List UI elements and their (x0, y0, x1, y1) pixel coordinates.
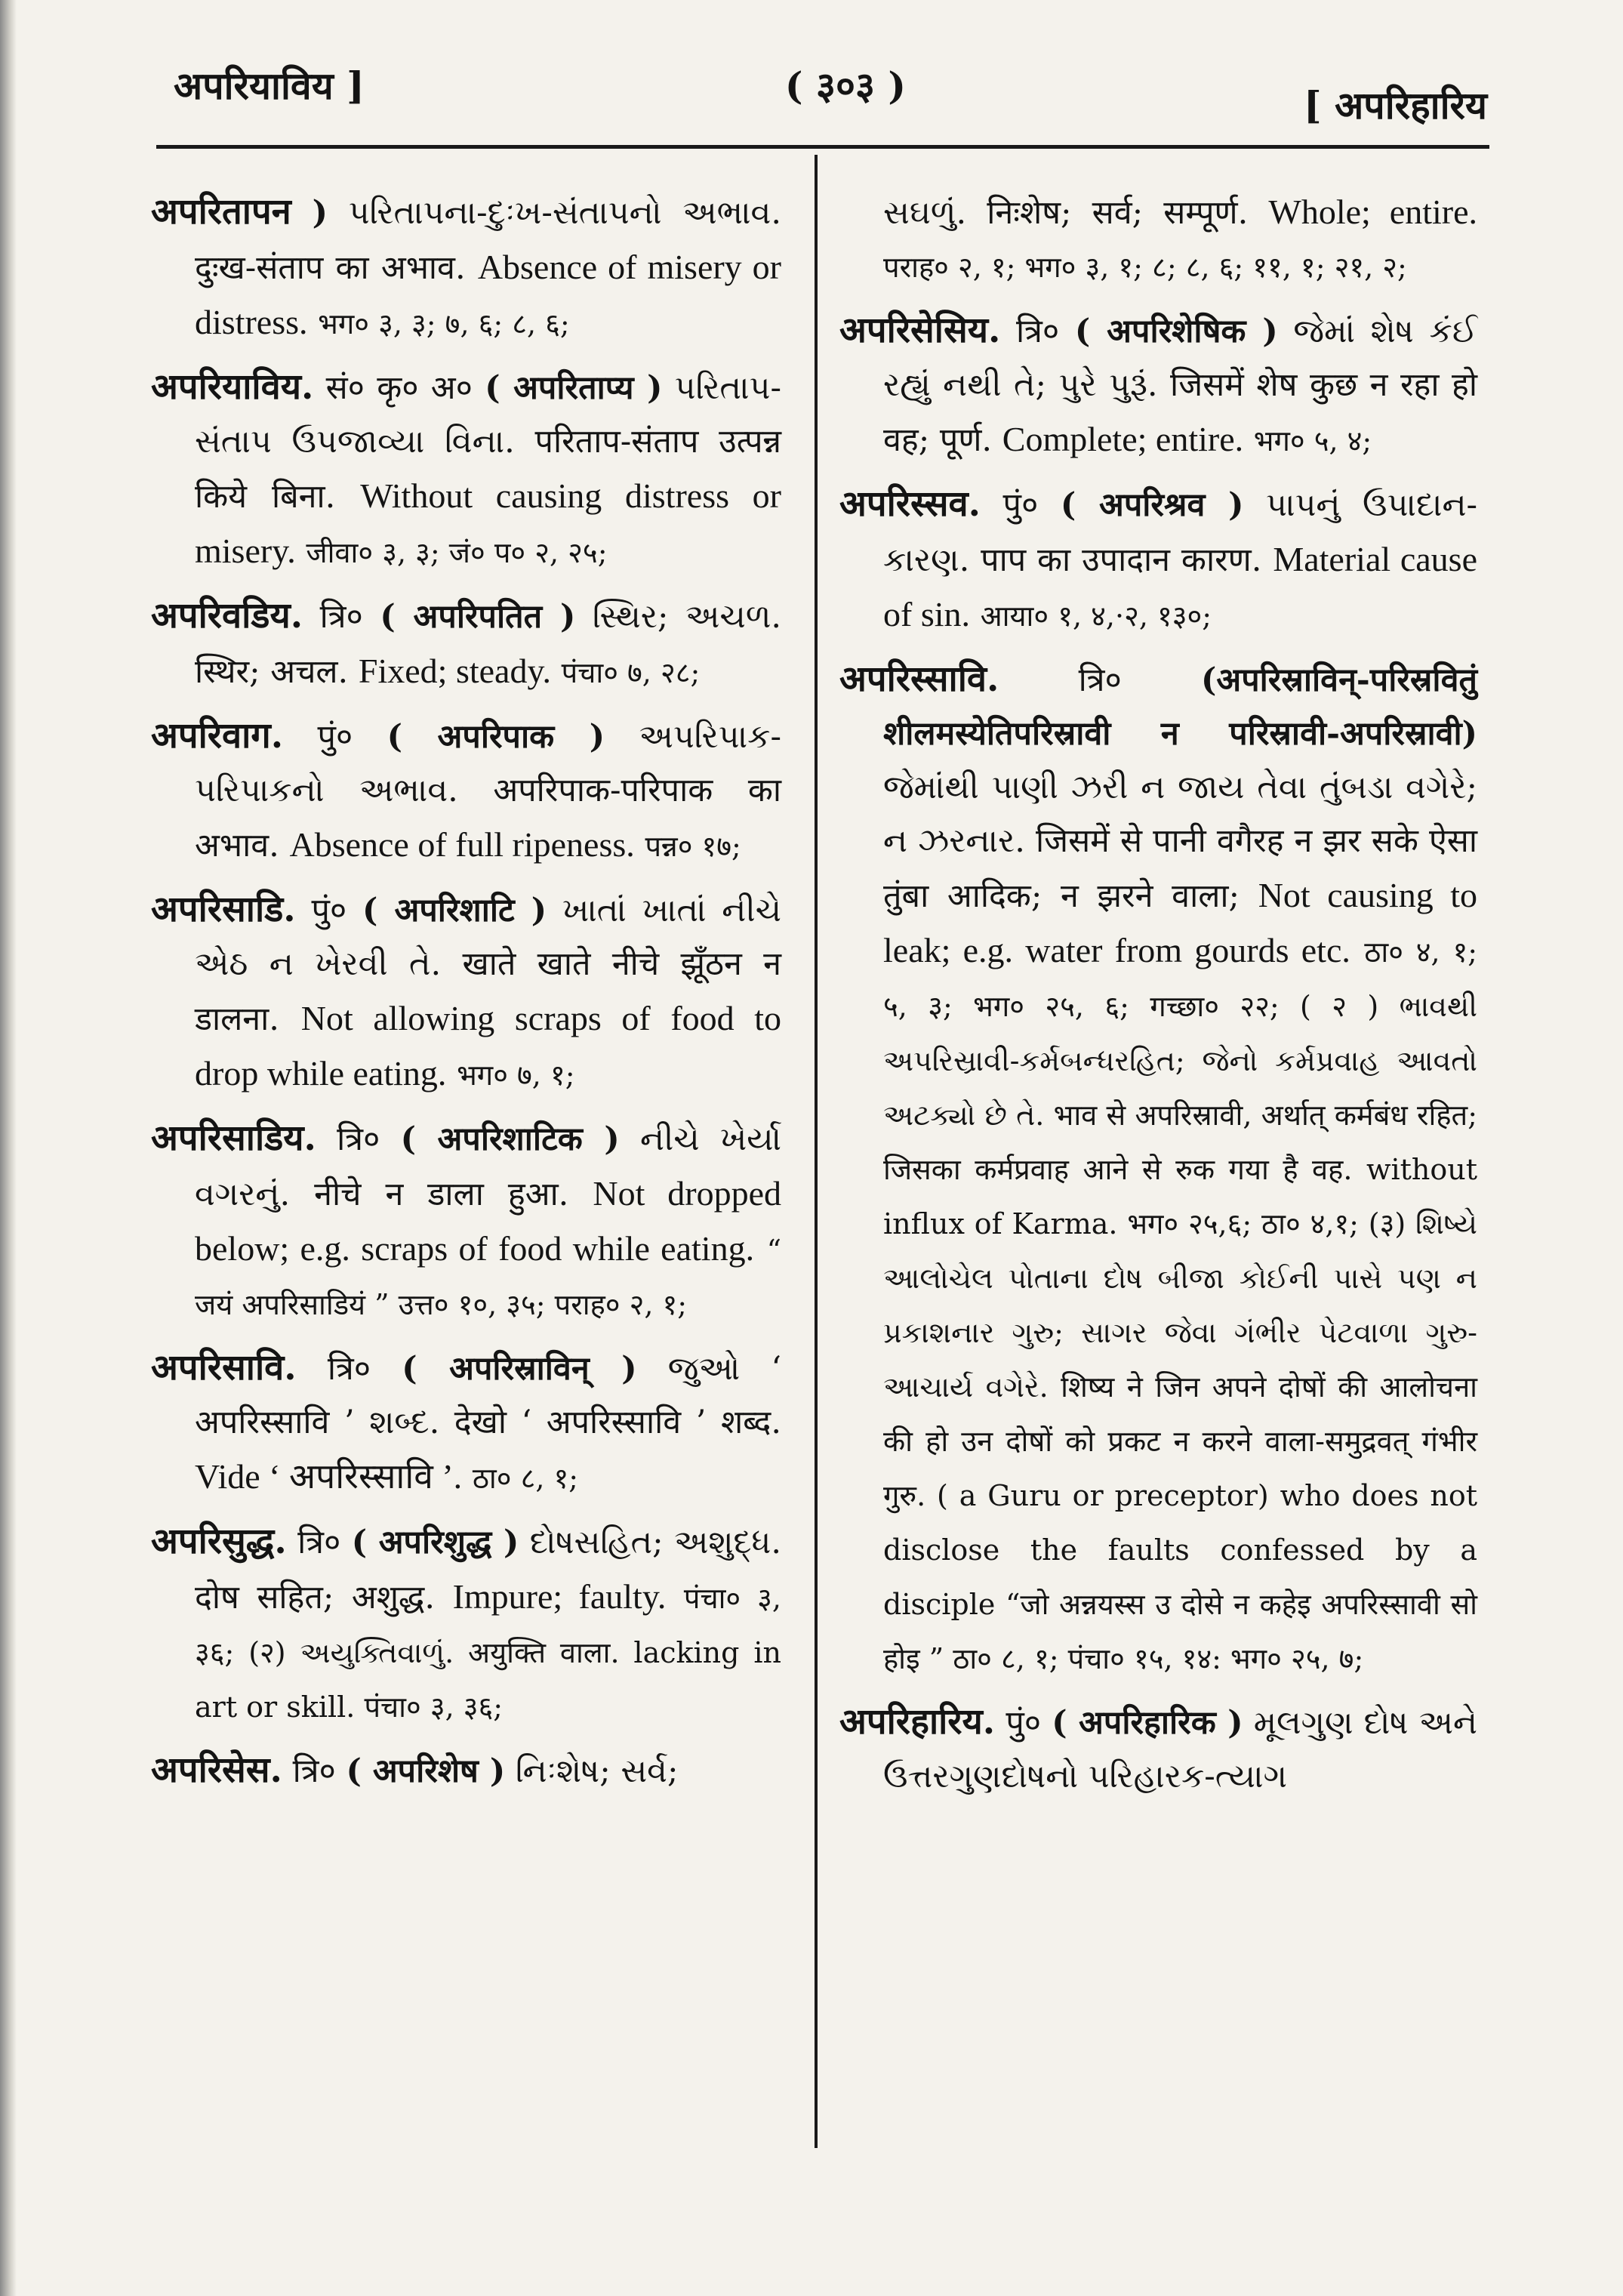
sanskrit-source: ( अपरिशाटिक ) (400, 1120, 620, 1158)
headword: अपरिसेसिय. (839, 310, 1001, 351)
headword: अपरिसाडि. (151, 889, 296, 930)
dictionary-entry (151, 1743, 781, 1798)
grammar-tag: त्रि० (297, 1524, 341, 1561)
sanskrit-source: ( अपरिपाक ) (387, 718, 605, 756)
grammar-tag: पुं० (311, 892, 347, 929)
headword: अपरितापन (151, 191, 291, 233)
headword: अपरिहारिय. (839, 1701, 996, 1743)
last-headword-guide: [ अपरिहारिय (1304, 83, 1487, 128)
definition-text: મૂલગુણ દોષ અને ઉત્તરગુણદોષનો પરિહારક-ત્યાગ (883, 1704, 1478, 1795)
first-headword-guide: अपरियाविय ] (174, 63, 365, 108)
dictionary-entry (151, 185, 781, 351)
english-gloss: Material cause of sin. (883, 540, 1478, 633)
citations: भग० ५, ४; (1253, 424, 1372, 458)
definition-text: નીચે ખેર્યા વગરનું. नीचे न डाला हुआ. (195, 1120, 782, 1213)
english-gloss: Vide ‘ अपरिस्सावि ’. (195, 1457, 463, 1496)
english-gloss: Not causing to leak; e.g. water from gourds etc. (883, 876, 1478, 969)
grammar-tag: त्रि० (1078, 661, 1122, 699)
definition-text: પરિતાપના-દુઃખ-સંતાપનો અભાવ. दुःख-संताप का अभाव. (195, 194, 782, 287)
sanskrit-source: ( अपरिस्राविन् ) (402, 1350, 637, 1388)
sanskrit-source: ( अपरिताप्य ) (485, 369, 663, 407)
headword: अपरिवाग. (151, 715, 284, 757)
definition-text: અપરિપાક-પરિપાકનો અભાવ. अपरिपाक-परिपाक का अभाव. (195, 718, 782, 864)
citations: जीवा० ३, ३; जं० प० २, २५; (306, 536, 608, 569)
page-number: ( ३०३ ) (784, 63, 907, 108)
english-gloss: Whole; entire. (1268, 193, 1478, 231)
citations: भग० ३, ३; ७, ६; ८, ६; (318, 307, 570, 341)
sanskrit-source: ) (312, 194, 328, 232)
column-divider (815, 155, 818, 2148)
definition-text: જેમાંથી પાણી ઝરી ન જાય તેવા તુંબડા વગેરે; ન ઝરનાર. जिसमें से पानी वगैरह न झर सके ऐसा तुंबा आदिक; न झरने वाला; (883, 769, 1477, 915)
citations: भग० ७, १; (457, 1059, 575, 1092)
english-gloss: Not dropped below; e.g. scraps of food while eating. (195, 1174, 781, 1268)
headword: अपरियाविय. (151, 366, 314, 408)
grammar-tag: त्रि० (327, 1350, 371, 1388)
headword: अपरिसावि. (151, 1347, 297, 1388)
citations: ठा० ८, १; (472, 1462, 579, 1495)
dictionary-entry (151, 589, 781, 700)
entry-continuation (839, 185, 1477, 294)
right-column (839, 185, 1477, 1813)
header-rule (156, 145, 1489, 149)
headword: अपरिसाडिय. (151, 1117, 316, 1159)
sanskrit-source: ( अपरिशाटि ) (362, 892, 547, 929)
dictionary-entry (839, 477, 1477, 643)
grammar-tag: त्रि० (319, 598, 363, 636)
headword: अपरिस्सव. (839, 483, 981, 525)
definition-text: ખાતાં ખાતાં નીચે એઠ ન ખેરવી તે. खाते खाते नीचे झूँठन न डालना. (195, 892, 782, 1038)
citations: पन्न० १७; (645, 830, 741, 863)
english-gloss: Without causing distress or misery. (195, 476, 781, 570)
citations: आया० १, ४,·२, १३०; (980, 599, 1212, 633)
grammar-tag: पुं० (1002, 486, 1039, 524)
dictionary-entry (151, 883, 781, 1102)
sanskrit-source: ( अपरिहारिक ) (1052, 1704, 1243, 1742)
definition-text: સઘળું. निःशेष; सर्व; सम्पूर्ण. (883, 194, 1249, 232)
sanskrit-source: ( अपरिशुद्ध ) (351, 1524, 519, 1561)
dictionary-entry (151, 1341, 781, 1505)
dictionary-entry (151, 360, 781, 580)
english-gloss: Not allowing scraps of food to drop while eating. (195, 999, 782, 1093)
grammar-tag: त्रि० (1016, 313, 1060, 350)
sanskrit-source: ( अपरिशेषिक ) (1074, 313, 1278, 350)
grammar-tag: त्रि० (337, 1120, 380, 1158)
headword: अपरिसेस. (151, 1749, 282, 1791)
grammar-tag: पुं० (317, 718, 353, 756)
citations: “ जयं अपरिसाडियं ” उत्त० १०, ३५; पराह० २, १; (195, 1234, 781, 1321)
english-gloss: Impure; faulty. (452, 1577, 667, 1616)
dictionary-entry (151, 709, 781, 874)
definition-text: પાપનું ઉપાદાન-કારણ. पाप का उपादान कारण. (883, 486, 1478, 579)
dictionary-entry (839, 1695, 1477, 1804)
definition-text: જુઓ ‘ अपरिस्सावि ’ શબ્દ. देखो ‘ अपरिस्सावि ’ शब्द. (195, 1350, 782, 1441)
grammar-tag: त्रि० (292, 1752, 336, 1790)
definition-text: જેમાં શેષ કંઈ રહ્યું નથી તે; પુરે પુરૂં. जिसमें शेष कुछ न रहा हो वह; पूर्ण. (883, 313, 1478, 459)
english-gloss: Absence of full ripeness. (289, 825, 635, 864)
english-gloss: Absence of misery or distress. (195, 248, 781, 341)
dictionary-entry (839, 652, 1477, 1686)
sanskrit-source: (अपरिस्राविन्-परिस्रवितुं शीलमस्येतिपरिस्रावी न परिस्रावी-अपरिस्रावी) (883, 661, 1477, 753)
definition-text: નિઃશેષ; સર્વ; (515, 1752, 679, 1790)
definition-text: પરિતાપ-સંતાપ ઉપજાવ્યા વિના. परिताप-संताप उत्पन्न किये बिना. (195, 369, 781, 516)
scan-edge-shadow (0, 0, 17, 2296)
citations: पंचा० ३, ३६; (२) અયુક્તિવાળું. अयुक्ति वाला. lacking in art or skill. पंचा० ३, ३६; (195, 1582, 781, 1724)
dictionary-entry (839, 304, 1477, 468)
grammar-tag: सं० कृ० अ० (325, 369, 473, 407)
english-gloss: Complete; entire. (1002, 420, 1244, 458)
citations: पंचा० ७, २८; (561, 656, 701, 689)
dictionary-entry (151, 1515, 781, 1734)
headword: अपरिसुद्ध. (151, 1521, 287, 1562)
sanskrit-source: ( अपरिपतित ) (380, 598, 576, 636)
sanskrit-source: ( अपरिशेष ) (346, 1752, 506, 1790)
definition-text: સ્થિર; અચળ. स्थिर; अचल. (195, 598, 782, 691)
dictionary-entry (151, 1111, 781, 1332)
sanskrit-source: ( अपरिश्रव ) (1060, 486, 1244, 524)
definition-text: દોષસહિત; અશુદ્ધ. दोष सहित; अशुद्ध. (195, 1524, 782, 1616)
grammar-tag: पुं० (1006, 1704, 1042, 1742)
citations: पराह० २, १; भग० ३, १; ८; ८, ६; ११, १; २१, २; (883, 251, 1407, 284)
citations: ठा० ४, १; ५, ३; भग० २५, ६; गच्छा० २२; ( २ ) ભાવથી અપરિસ્રાવી-કર્મબન્ધરહિત; જેનો કર્મપ્રવાહ આવતો અટક્યો છે તે. भाव से अपरिस्रावी, अर्थात् कर्मबंध रहित; जिसका कर्मप्रवाह आने से रुक गया है वह. without influx of Karma. भग० २५,६; ठा० ४,१; (३) શિષ્યે આલોચેલ પોતાના દોષ બીજા કોઈની પાસે પણ ન પ્રકાશનાર ગુરુ; સાગર જેવા ગંભીર પેટવાળા ગુરુ-આચાર્ય વગેરે. शिष्य ने जिन अपने दोषों की आलोचना की हो उन दोषों को प्रकट न करने वाला-समुद्रवत् गंभीर गुरु. ( a Guru or preceptor) who does not disclose the faults confessed by a disciple “जो अन्नयस्स उ दोसे न कहेइ अपरिस्सावी सो होइ ” ठा० ८, १; पंचा० १५, १४: भग० २५, ७; (883, 935, 1478, 1675)
headword: अपरिवडिय. (151, 595, 303, 636)
left-column (151, 185, 781, 1808)
running-head (151, 53, 1487, 128)
english-gloss: Fixed; steady. (358, 652, 551, 690)
headword: अपरिस्सावि. (839, 658, 999, 700)
